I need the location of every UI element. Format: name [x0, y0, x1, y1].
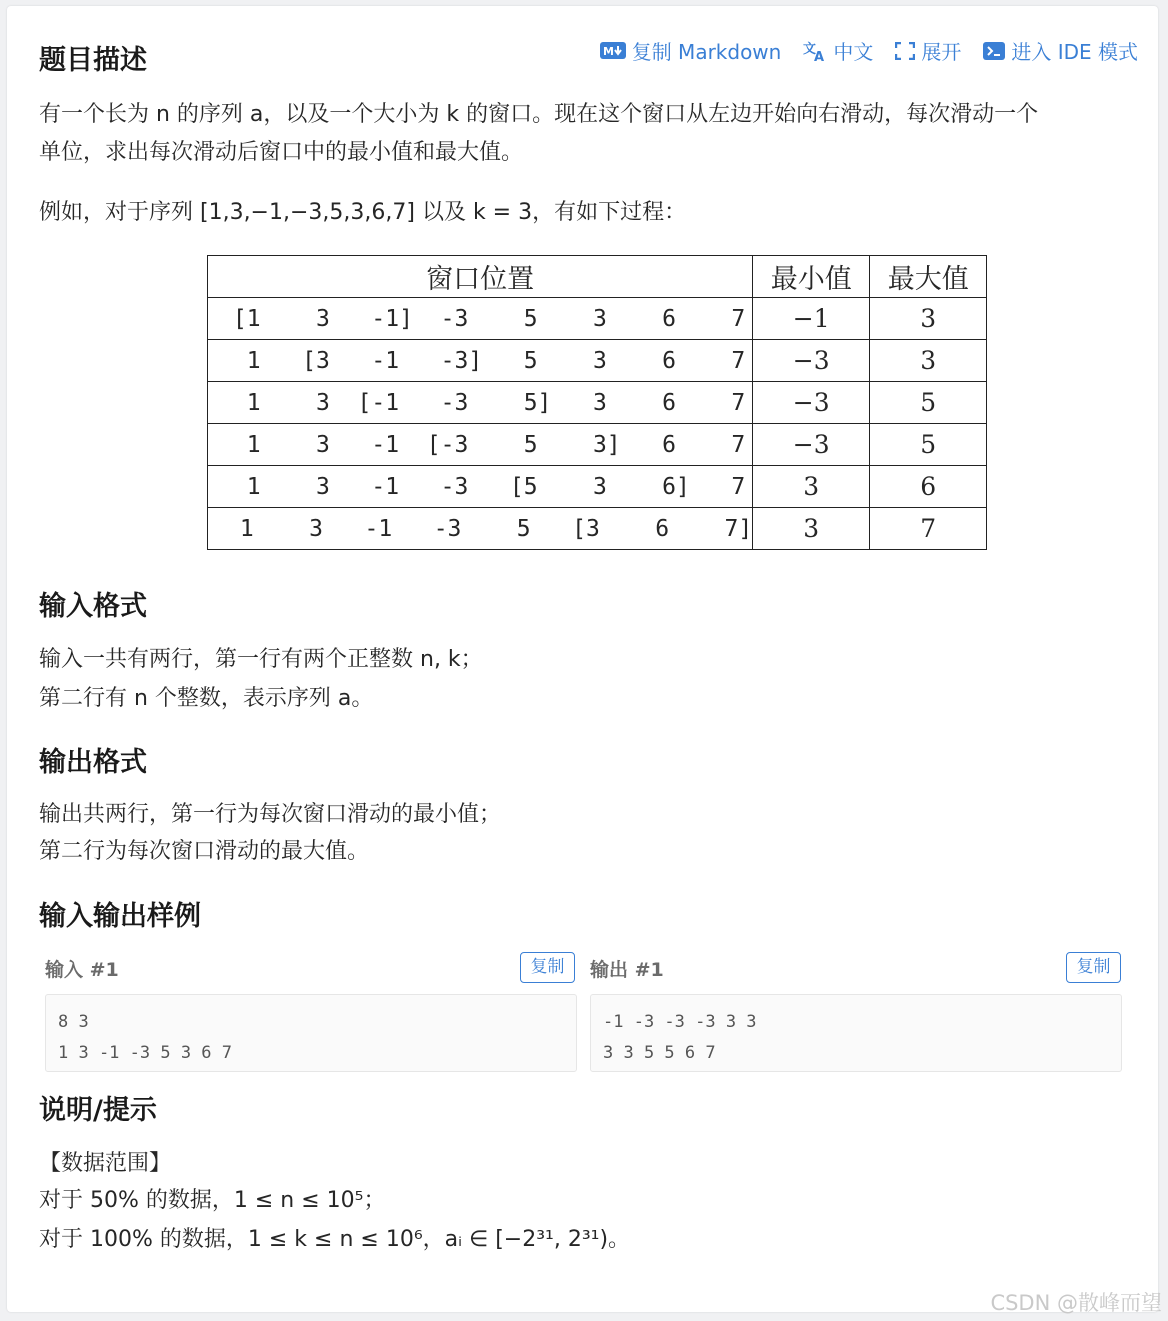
input-format-line-2: 第二行有 n 个整数，表示序列 a。	[39, 686, 374, 711]
output-format-heading: 输出格式	[39, 747, 147, 778]
description-line-2: 单位，求出每次滑动后窗口中的最小值和最大值。	[39, 140, 524, 165]
svg-text:M: M	[602, 45, 614, 58]
table-row	[208, 424, 987, 466]
hint-line-2: 对于 100% 的数据，1 ≤ k ≤ n ≤ 10⁶，aᵢ ∈ [−2³¹, 2³¹)。	[39, 1227, 631, 1252]
table-row	[208, 382, 987, 424]
copy-input-button[interactable]: 复制	[520, 952, 575, 983]
max-cell: 3	[870, 298, 987, 340]
svg-text:A: A	[814, 49, 825, 62]
description-example: 例如，对于序列 [1,3,−1,−3,5,3,6,7] 以及 k = 3，有如下过程：	[39, 200, 687, 225]
output-format-line-2: 第二行为每次窗口滑动的最大值。	[39, 839, 370, 864]
min-cell: −3	[753, 382, 870, 424]
expand-icon	[895, 42, 915, 60]
header-min: 最小值	[753, 256, 870, 298]
sample-input-label: 输入 #1	[45, 959, 119, 981]
markdown-icon	[600, 42, 626, 59]
svg-text:文: 文	[803, 41, 817, 57]
copy-markdown-button[interactable]	[600, 36, 782, 65]
window-position-cell: 1 3 -1 -3 5 [3 6 7]	[208, 508, 753, 550]
table-row	[208, 466, 987, 508]
ide-mode-label: 进入 IDE 模式	[1011, 40, 1138, 64]
min-cell: 3	[753, 466, 870, 508]
min-cell: −3	[753, 424, 870, 466]
max-cell: 3	[870, 340, 987, 382]
toolbar	[600, 36, 1138, 65]
input-format-heading: 输入格式	[39, 591, 147, 622]
ide-mode-button[interactable]	[983, 36, 1138, 65]
data-range-title: 【数据范围】	[39, 1151, 172, 1176]
max-cell: 7	[870, 508, 987, 550]
table-row	[208, 508, 987, 550]
window-position-cell: 1 3 [-1 -3 5] 3 6 7	[208, 382, 753, 424]
min-cell: −1	[753, 298, 870, 340]
min-cell: −3	[753, 340, 870, 382]
description-heading: 题目描述	[39, 45, 147, 76]
copy-markdown-label: 复制 Markdown	[631, 40, 782, 64]
watermark: CSDN @散峰而望	[990, 1291, 1162, 1315]
hints-heading: 说明/提示	[39, 1095, 157, 1126]
input-format-line-1: 输入一共有两行，第一行有两个正整数 n, k；	[39, 647, 483, 672]
translate-icon	[803, 40, 827, 62]
description-line-1: 有一个长为 n 的序列 a，以及一个大小为 k 的窗口。现在这个窗口从左边开始向右滑动，每次滑动一个	[39, 102, 1039, 127]
samples-heading: 输入输出样例	[39, 901, 201, 932]
max-cell: 5	[870, 382, 987, 424]
table-header-row	[208, 256, 987, 298]
sample-input-box[interactable]: 8 3 1 3 -1 -3 5 3 6 7	[45, 994, 577, 1072]
table-row	[208, 340, 987, 382]
language-button[interactable]	[803, 36, 873, 65]
window-position-cell: [1 3 -1] -3 5 3 6 7	[208, 298, 753, 340]
window-table	[207, 255, 987, 550]
language-label: 中文	[833, 40, 874, 64]
table-row	[208, 298, 987, 340]
copy-output-button[interactable]: 复制	[1066, 952, 1121, 983]
expand-label: 展开	[921, 40, 962, 64]
sample-output-box[interactable]: -1 -3 -3 -3 3 3 3 3 5 5 6 7	[590, 994, 1122, 1072]
header-window-position: 窗口位置	[208, 256, 753, 298]
output-format-line-1: 输出共两行，第一行为每次窗口滑动的最小值；	[39, 802, 502, 827]
window-position-cell: 1 [3 -1 -3] 5 3 6 7	[208, 340, 753, 382]
sample-output-label: 输出 #1	[590, 959, 664, 981]
max-cell: 6	[870, 466, 987, 508]
terminal-icon	[983, 42, 1005, 60]
window-position-cell: 1 3 -1 -3 [5 3 6] 7	[208, 466, 753, 508]
min-cell: 3	[753, 508, 870, 550]
expand-button[interactable]	[895, 36, 961, 65]
max-cell: 5	[870, 424, 987, 466]
window-position-cell: 1 3 -1 [-3 5 3] 6 7	[208, 424, 753, 466]
header-max: 最大值	[870, 256, 987, 298]
hint-line-1: 对于 50% 的数据，1 ≤ n ≤ 10⁵；	[39, 1188, 386, 1213]
